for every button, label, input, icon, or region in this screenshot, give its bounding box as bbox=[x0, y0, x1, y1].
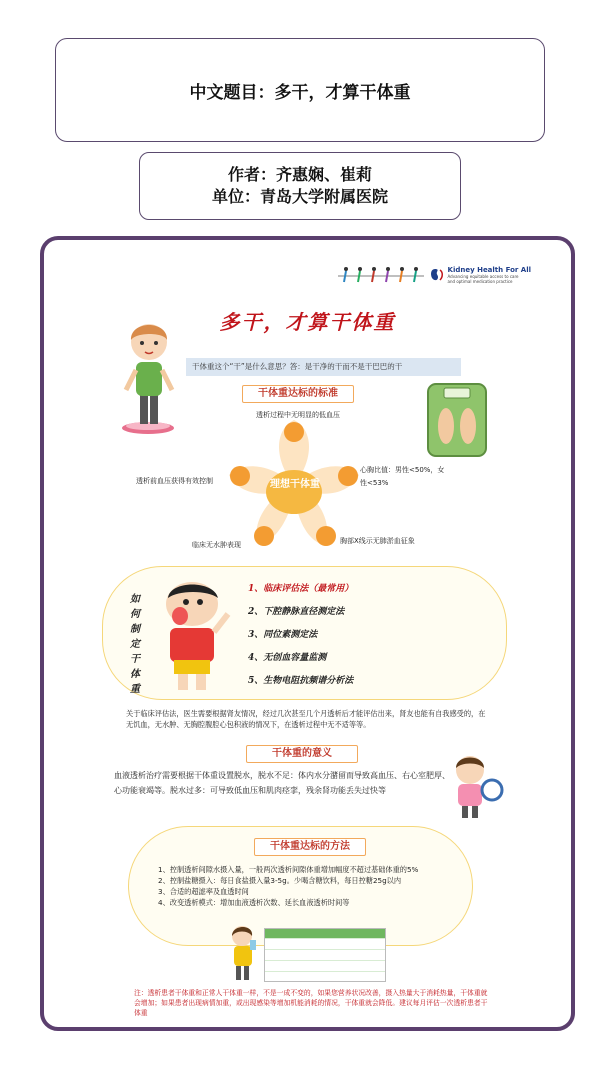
footprint-scale-illustration bbox=[424, 380, 490, 460]
chinese-title: 中文题目：多干，才算干体重 bbox=[189, 82, 411, 103]
table-row bbox=[265, 949, 385, 960]
question-bar: 干体重这个“干”是什么意思？答：是干净的干而不是干巴巴的干 bbox=[186, 358, 461, 376]
method-item: 5、生物电阻抗频谱分析法 bbox=[248, 676, 354, 686]
crayon-shin-chan-illustration bbox=[156, 576, 236, 696]
diet-table bbox=[264, 928, 386, 982]
criteria-item-right: 心胸比值：男性<50%，女性<53% bbox=[360, 466, 445, 487]
method-item: 1、临床评估法（最常用） bbox=[248, 584, 354, 594]
center-circle bbox=[266, 470, 322, 514]
people-tug-of-war-icon bbox=[336, 264, 426, 286]
criteria-dot bbox=[338, 466, 358, 486]
method-item: 2、下腔静脉直径测定法 bbox=[248, 607, 345, 617]
brand-name: Kidney Health For All bbox=[447, 266, 531, 274]
how-to-vertical-title: 如何制定干体重 bbox=[130, 594, 140, 695]
girl-exercise-illustration bbox=[448, 750, 504, 820]
method-detail-item: 4、改变透析模式：增加血液透析次数、延长血液透析时间等 bbox=[158, 898, 350, 907]
standard-section-label: 干体重达标的标准 bbox=[242, 385, 354, 403]
unit-line: 单位：青岛大学附属医院 bbox=[211, 187, 388, 206]
footnote: 注：透析患者干体重和正常人干体重一样，不是一成不变的，如果您营养状况改善，摄入热量大于消耗热量，干体重就会增加；如果患者出现病情加重，或出现感染等增加机能消耗的情况，干体重就会降低。建议每月评估一次透析患者干体重 bbox=[134, 989, 488, 1017]
method-detail-list bbox=[158, 864, 488, 908]
criteria-item-bottom-right: 胸部X线示无肺淤血征象 bbox=[340, 537, 415, 545]
method-detail-item: 1、控制透析间隙水摄入量，一般两次透析间隙体重增加幅度不超过基础体重的5% bbox=[158, 865, 419, 874]
criteria-item-bottom-left: 临床无水肿表现 bbox=[192, 541, 241, 549]
center-label: 理想干体重 bbox=[270, 479, 320, 490]
brand-tagline-1: Advancing equitable access to care bbox=[447, 274, 519, 279]
brand-text bbox=[448, 266, 531, 284]
criteria-item-top: 透析过程中无明显的低血压 bbox=[256, 411, 340, 419]
kidney-icon bbox=[430, 268, 444, 282]
poster bbox=[40, 236, 575, 1031]
method-detail-item: 2、控制盐糖摄入：每日食盐摄入量3-5g。少喝含糖饮料，每日控糖25g以内 bbox=[158, 876, 402, 885]
method-detail-item: 3、合适的超滤率及血透时间 bbox=[158, 887, 249, 896]
criteria-dot bbox=[254, 526, 274, 546]
poster-title: 多干，才算干体重 bbox=[219, 310, 396, 334]
methods-list bbox=[248, 578, 448, 693]
clinical-note: 关于临床评估法，医生需要根据肾友情况，经过几次甚至几个月透析后才能评估出来，肾友也能有自我感受的，在无饥血，无水肿、无胸腔腹腔心包积液的情况下，在透析过程中无不适等等。 bbox=[126, 709, 486, 729]
brand-tagline-2: and optimal medication practice bbox=[447, 279, 513, 284]
method-item: 4、无创血容量监测 bbox=[248, 653, 327, 663]
author-box bbox=[139, 152, 461, 220]
criteria-item-left: 透析前血压获得有效控制 bbox=[136, 477, 213, 485]
criteria-dot bbox=[284, 422, 304, 442]
brand-logo bbox=[336, 264, 531, 286]
table-row bbox=[265, 938, 385, 949]
significance-section-label: 干体重的意义 bbox=[246, 745, 358, 763]
method-section-label: 干体重达标的方法 bbox=[254, 838, 366, 856]
diet-table-header bbox=[265, 929, 385, 938]
criteria-dot bbox=[230, 466, 250, 486]
criteria-dot bbox=[316, 526, 336, 546]
girl-drinking-illustration bbox=[228, 924, 260, 982]
significance-text: 血液透析治疗需要根据干体重设置脱水，脱水不足：体内水分潴留而导致高血压、右心室肥厚、心功能衰竭等。脱水过多：可导致低血压和肌肉痉挛，残余肾功能丢失过快等 bbox=[114, 771, 450, 795]
author-line: 作者：齐惠娴、崔莉 bbox=[227, 165, 372, 184]
table-row bbox=[265, 960, 385, 971]
title-box bbox=[55, 38, 545, 142]
method-item: 3、同位素测定法 bbox=[248, 630, 318, 640]
table-row bbox=[265, 971, 385, 982]
